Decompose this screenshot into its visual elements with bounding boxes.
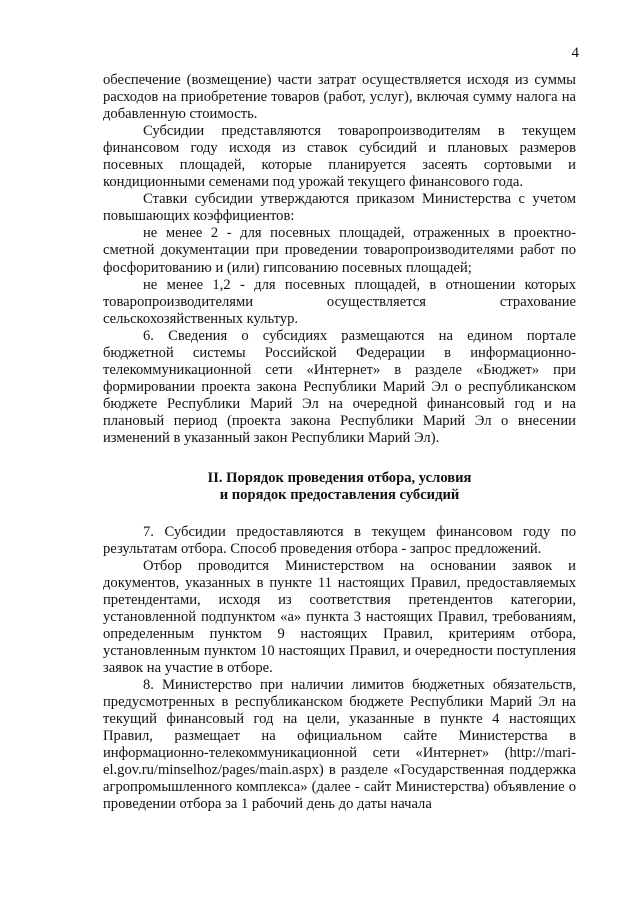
paragraph: Отбор проводится Министерством на основании заявок и документов, указанных в пункте 11 настоящих Правил, предоставляемых претендентами, исходя из соответствия претендентов категории, установленной подпунктом «а» пункта 3 настоящих Правил, требованиям, определенным пунктом 9 настоящих Правил, критериям отбора, установленным пунктом 10 настоящих Правил, и очередности поступления заявок на участие в отборе. bbox=[103, 557, 576, 676]
paragraph: Субсидии представляются товаропроизводителям в текущем финансовом году исходя из ставок субсидий и плановых размеров посевных площадей, которые планируется засеять сортовыми и кондиционными семенами под урожай текущего финансового года. bbox=[103, 123, 576, 191]
paragraph: не менее 2 - для посевных площадей, отраженных в проектно-сметной документации при проведении товаропроизводителями работ по фосфоритованию и (или) гипсованию посевных площадей; bbox=[103, 225, 576, 276]
paragraph: не менее 1,2 - для посевных площадей, в отношении которых товаропроизводителями осуществляется страхование сельскохозяйственных культур. bbox=[103, 276, 576, 327]
paragraph: 8. Министерство при наличии лимитов бюджетных обязательств, предусмотренных в республиканском бюджете Республики Марий Эл на текущий финансовый год на цели, указанные в пункте 4 настоящих Правил, размещает на официальном сайте Министерства в информационно-телекоммуникационной сети «Интернет» (http://mari-el.gov.ru/minselhoz/pages/main.aspx) в разделе «Государственная поддержка агропромышленного комплекса» (далее - сайт Министерства) объявление о проведении отбора за 1 рабочий день до даты начала bbox=[103, 677, 576, 813]
paragraph-continuation: обеспечение (возмещение) части затрат осуществляется исходя из суммы расходов на приобретение товаров (работ, услуг), включая сумму налога на добавленную стоимость. bbox=[103, 72, 576, 123]
section-heading-line: II. Порядок проведения отбора, условия bbox=[207, 470, 472, 487]
paragraph: Ставки субсидии утверждаются приказом Министерства с учетом повышающих коэффициентов: bbox=[103, 191, 576, 225]
section-heading bbox=[103, 470, 576, 505]
paragraph: 6. Сведения о субсидиях размещаются на едином портале бюджетной системы Российской Федерации в информационно-телекоммуникационной сети «Интернет» в разделе «Бюджет» при формировании проекта закона Республики Марий Эл о республиканском бюджете Республики Марий Эл на очередной финансовый год и на плановый период (проекта закона Республики Марий Эл о внесении изменений в указанный закон Республики Марий Эл). bbox=[103, 327, 576, 446]
paragraph: 7. Субсидии предоставляются в текущем финансовом году по результатам отбора. Способ проведения отбора - запрос предложений. bbox=[103, 523, 576, 557]
section-heading-line: и порядок предоставления субсидий bbox=[219, 487, 460, 504]
page-number: 4 bbox=[571, 45, 579, 61]
document-body bbox=[103, 72, 576, 813]
